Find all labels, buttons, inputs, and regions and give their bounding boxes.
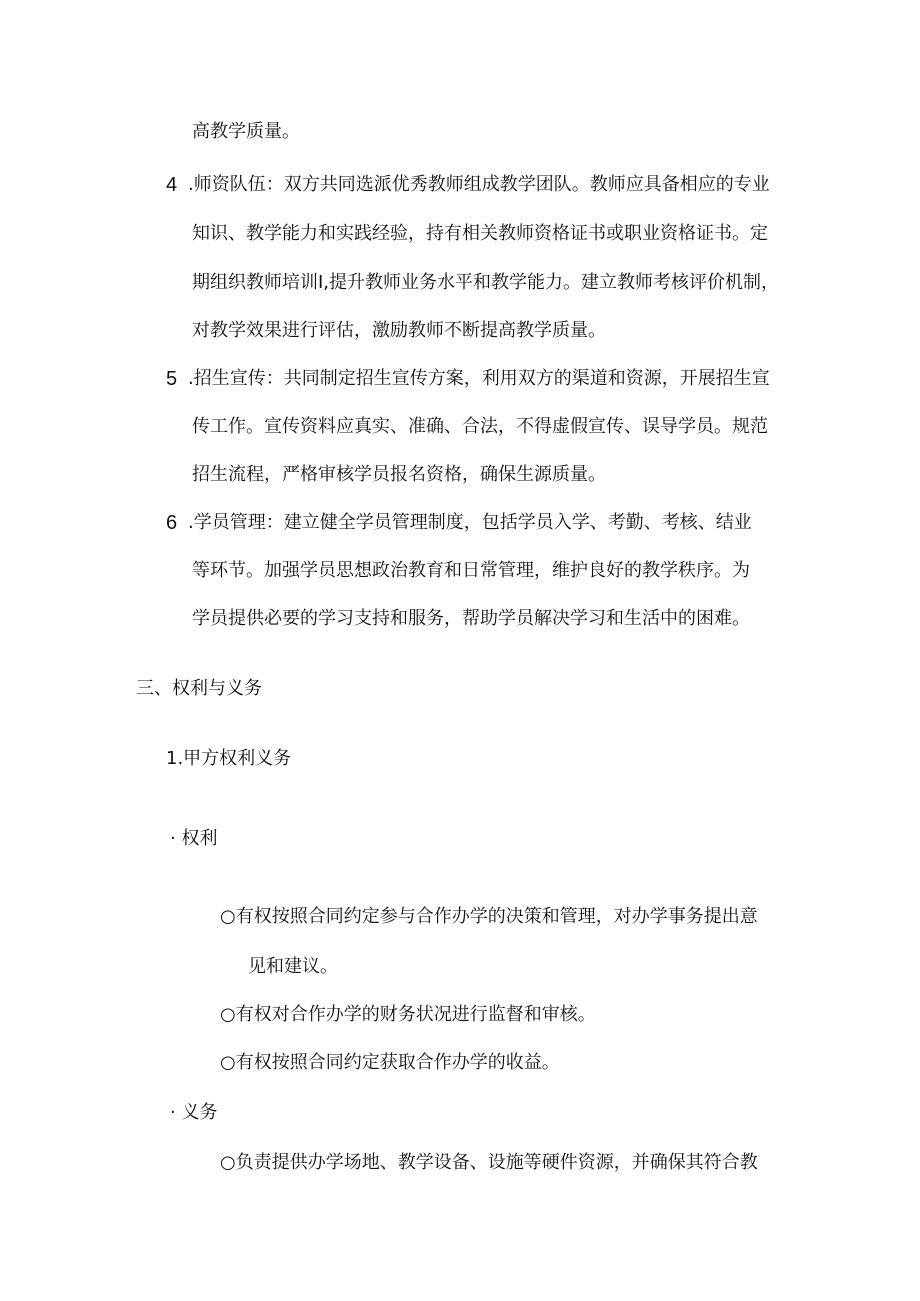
- section-heading: 三、权利与义务: [136, 678, 262, 699]
- item-line: .招生宣传：共同制定招生宣传方案，利用双方的渠道和资源，开展招生宣: [188, 368, 770, 389]
- item-line: 传工作。宣传资料应真实、准确、合法，不得虚假宣传、误导学员。规范: [192, 416, 768, 437]
- item-line: 知识、教学能力和实践经验，持有相关教师资格证书或职业资格证书。定: [192, 223, 768, 244]
- continuation-line: 高教学质量。: [192, 121, 300, 142]
- duties-item: ○负责提供办学场地、教学设备、设施等硬件资源，并确保其符合教: [220, 1152, 758, 1173]
- rights-item: ○有权按照合同约定获取合作办学的收益。: [220, 1052, 560, 1073]
- item-line: 对教学效果进行评估，激励教师不断提高教学质量。: [192, 320, 606, 341]
- item-number: 4: [166, 174, 178, 196]
- item-line: .师资队伍：双方共同选派优秀教师组成教学团队。教师应具备相应的专业: [188, 174, 770, 195]
- rights-item-continuation: 见和建议。: [248, 956, 338, 977]
- item-number: 6: [166, 512, 178, 534]
- rights-label: · 权利: [170, 828, 218, 849]
- item-line: 期组织教师培训I,提升教师业务水平和教学能力。建立教师考核评价机制，: [192, 272, 780, 293]
- item-line: 等环节。加强学员思想政治教育和日常管理，维护良好的教学秩序。为: [192, 560, 750, 581]
- item-line: .学员管理：建立健全学员管理制度，包括学员入学、考勤、考核、结业: [188, 512, 752, 533]
- rights-item: ○有权对合作办学的财务状况进行监督和审核。: [220, 1004, 596, 1025]
- rights-item: ○有权按照合同约定参与合作办学的决策和管理，对办学事务提出意: [220, 906, 758, 927]
- item-line: 学员提供必要的学习支持和服务，帮助学员解决学习和生活中的困难。: [192, 608, 750, 629]
- item-line: 招生流程，严格审核学员报名资格，确保生源质量。: [192, 464, 606, 485]
- duties-label: · 义务: [170, 1102, 218, 1123]
- item-number: 5: [166, 368, 178, 390]
- subsection-heading: 1.甲方权利义务: [166, 748, 292, 769]
